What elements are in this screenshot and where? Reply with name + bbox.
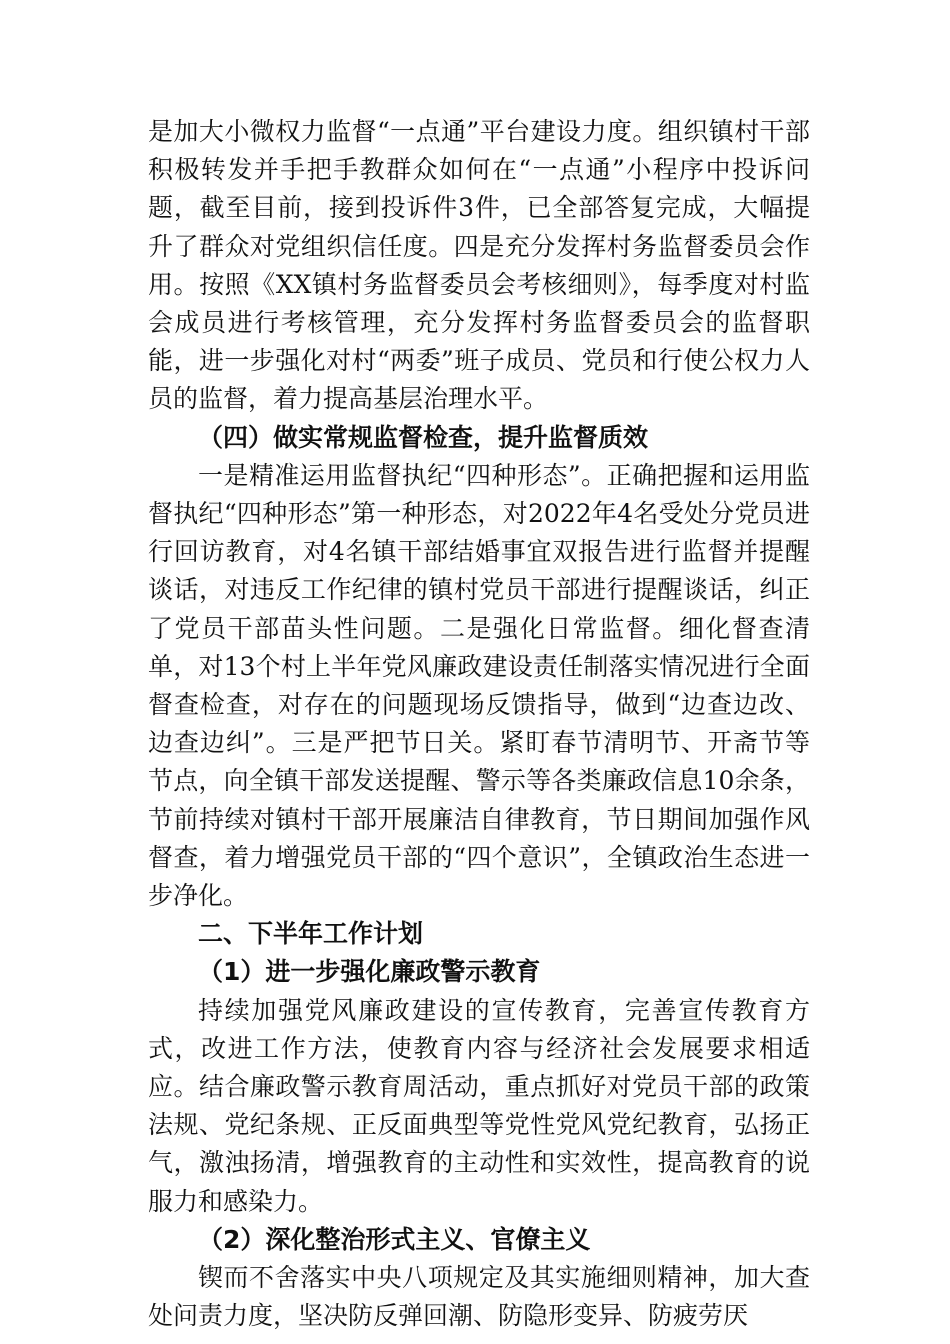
subheading-warning-education: （1）进一步强化廉政警示教育 <box>198 957 541 987</box>
document-body <box>148 113 810 1336</box>
paragraph-warning-education: 持续加强党风廉政建设的宣传教育，完善宣传教育方式，改进工作方法，使教育内容与经济社会发展要求相适应。结合廉政警示教育周活动，重点抓好对党员干部的政策法规、党纪条规、正反面典型等党性党风党纪教育，弘扬正气，激浊扬清，增强教育的主动性和实效性，提高教育的说服力和感染力。 <box>148 995 810 1216</box>
paragraph-formalism: 锲而不舍落实中央八项规定及其实施细则精神，加大查处问责力度，坚决防反弹回潮、防隐形变异、防疲劳厌 <box>148 1263 810 1331</box>
section-heading-work-plan: 二、下半年工作计划 <box>198 919 424 949</box>
subheading-formalism: （2）深化整治形式主义、官僚主义 <box>198 1224 591 1254</box>
paragraph-supervision-platform: 是加大小微权力监督“一点通”平台建设力度。组织镇村干部积极转发并手把手教群众如何在“一点通”小程序中投诉问题，截至目前，接到投诉件3件，已全部答复完成，大幅提升了群众对党组织信任度。四是充分发挥村务监督委员会作用。按照《XX镇村务监督委员会考核细则》，每季度对村监会成员进行考核管理，充分发挥村务监督委员会的监督职能，进一步强化对村“两委”班子成员、党员和行使公权力人员的监督，着力提高基层治理水平。 <box>148 117 810 414</box>
section-heading-routine-supervision: （四）做实常规监督检查，提升监督质效 <box>198 422 649 452</box>
paragraph-four-forms: 一是精准运用监督执纪“四种形态”。正确把握和运用监督执纪“四种形态”第一种形态，对2022年4名受处分党员进行回访教育，对4名镇干部结婚事宜双报告进行监督并提醒谈话，对违反工作纪律的镇村党员干部进行提醒谈话，纠正了党员干部苗头性问题。二是强化日常监督。细化督查清单，对13个村上半年党风廉政建设责任制落实情况进行全面督查检查，对存在的问题现场反馈指导，做到“边查边改、边查边纠”。三是严把节日关。紧盯春节清明节、开斋节等节点，向全镇干部发送提醒、警示等各类廉政信息10余条，节前持续对镇村干部开展廉洁自律教育，节日期间加强作风督查，着力增强党员干部的“四个意识”，全镇政治生态进一步净化。 <box>148 460 810 911</box>
